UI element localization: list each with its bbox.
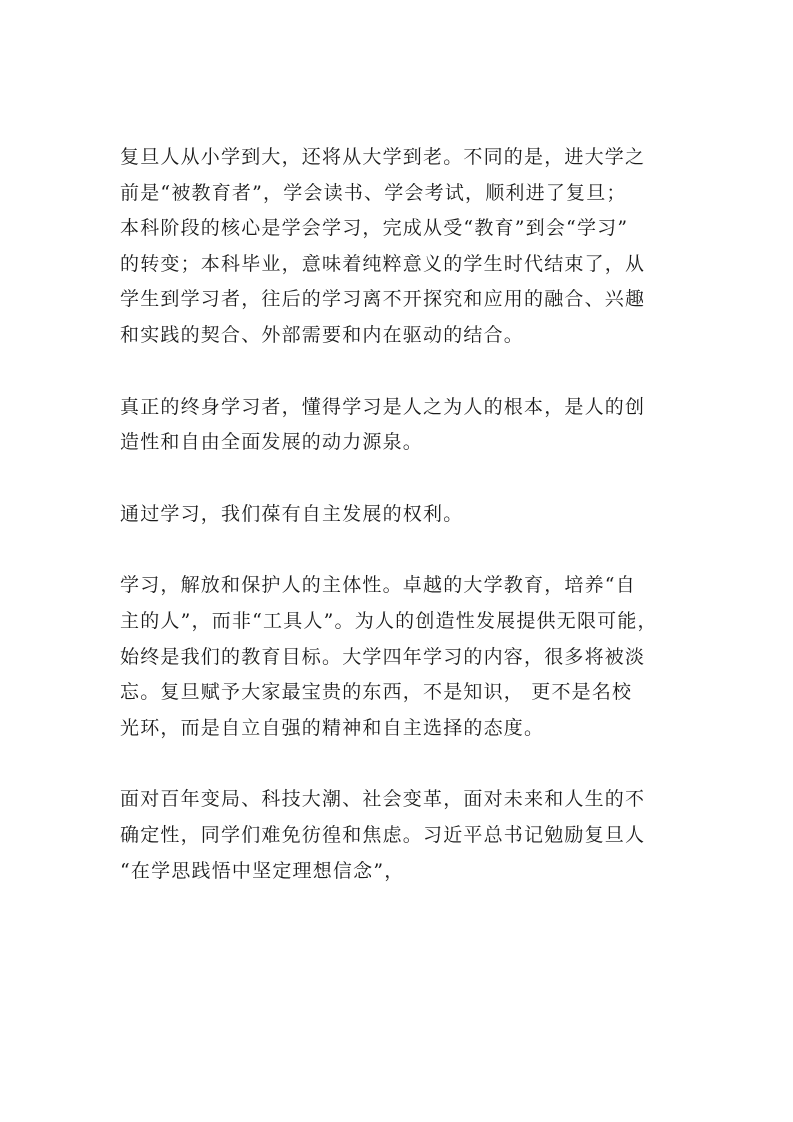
- text-line: 复旦人从小学到大，还将从大学到老。不同的是，进大学之: [120, 146, 646, 168]
- text-line: 忘。复旦赋予大家最宝贵的东西，不是知识， 更不是名校: [120, 681, 633, 704]
- text-line: 光环，而是自立自强的精神和自主选择的态度。: [120, 716, 545, 739]
- text-line: 面对百年变局、科技大潮、社会变革，面对未来和人生的不: [120, 788, 646, 811]
- text-line: 通过学习，我们葆有自主发展的权利。: [120, 502, 464, 525]
- text-line: 学生到学习者，往后的学习离不开探究和应用的融合、兴趣: [120, 288, 646, 311]
- text-line: 前是“被教育者”，学会读书、学会考试，顺利进了复旦；: [120, 181, 627, 204]
- text-line: 和实践的契合、外部需要和内在驱动的结合。: [120, 323, 525, 346]
- text-line: 本科阶段的核心是学会学习，完成从受“教育”到会“学习”: [120, 217, 629, 240]
- paragraph-4: [120, 568, 680, 746]
- text-line: 主的人”，而非“工具人”。为人的创造性发展提供无限可能，: [120, 609, 658, 632]
- text-line: 的转变；本科毕业，意味着纯粹意义的学生时代结束了，从: [120, 252, 646, 275]
- text-line: 确定性，同学们难免彷徨和焦虑。习近平总书记勉励复旦人: [120, 823, 646, 846]
- paragraph-2: [120, 390, 680, 461]
- text-line: “在学思践悟中坚定理想信念”，: [120, 859, 405, 882]
- document-body: [120, 140, 680, 889]
- text-line: 始终是我们的教育目标。大学四年学习的内容，很多将被淡: [120, 645, 646, 668]
- paragraph-5: [120, 782, 680, 889]
- text-line: 学习，解放和保护人的主体性。卓越的大学教育，培养“自: [120, 574, 636, 597]
- text-line: 真正的终身学习者，懂得学习是人之为人的根本，是人的创: [120, 395, 646, 418]
- paragraph-3: [120, 497, 680, 533]
- text-line: 造性和自由全面发展的动力源泉。: [120, 431, 424, 454]
- paragraph-1: [120, 140, 680, 354]
